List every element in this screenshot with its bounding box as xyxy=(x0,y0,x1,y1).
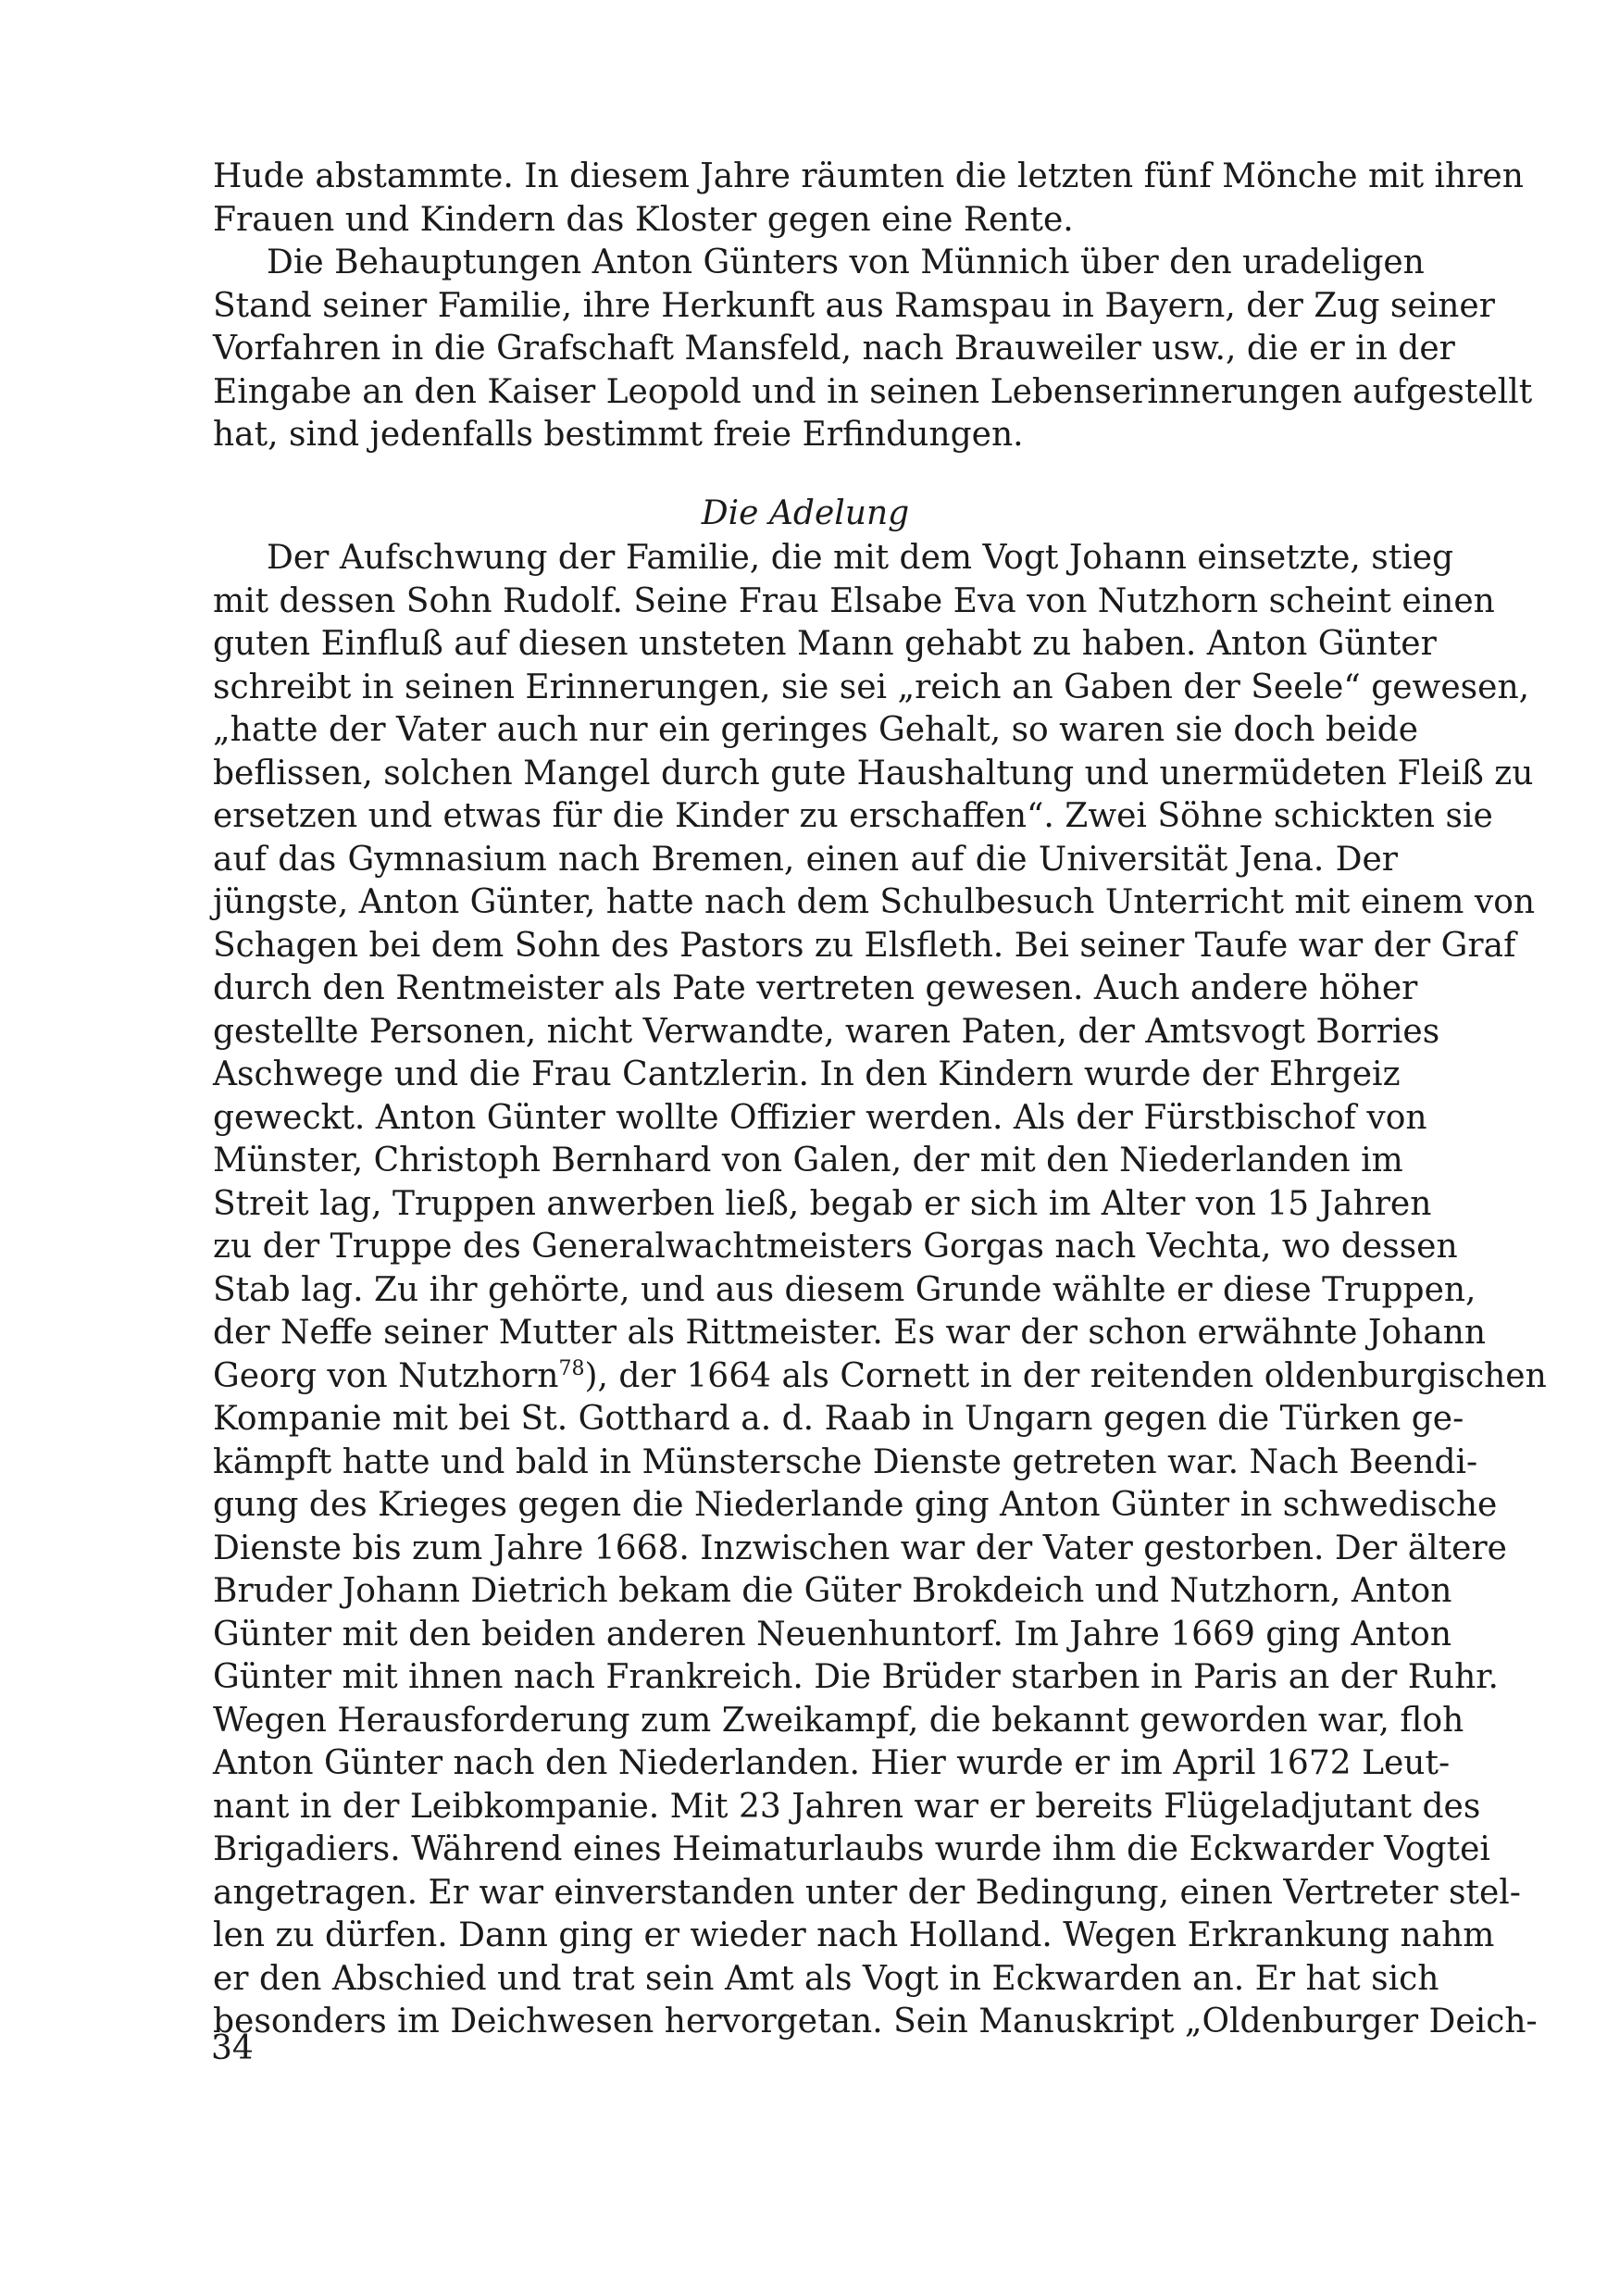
text-line: Hude abstammte. In diesem Jahre räumten die letzten fünf Mönche mit ihren xyxy=(213,157,1524,195)
text-line: Eingabe an den Kaiser Leopold und in seinen Lebenserinnerungen aufgestellt xyxy=(213,372,1533,411)
text-line: ersetzen und etwas für die Kinder zu erschaffen“. Zwei Söhne schickten sie xyxy=(213,797,1493,835)
text-line: Der Aufschwung der Familie, die mit dem Vogt Johann einsetzte, stieg xyxy=(267,539,1454,577)
text-line: gung des Krieges gegen die Niederlande ging Anton Günter in schwedische xyxy=(213,1486,1498,1524)
text-line: jüngste, Anton Günter, hatte nach dem Schulbesuch Unterricht mit einem von xyxy=(213,883,1536,921)
text-line: gestellte Personen, nicht Verwandte, waren Paten, der Amtsvogt Borries xyxy=(213,1012,1440,1051)
text-line: Münster, Christoph Bernhard von Galen, der mit den Niederlanden im xyxy=(213,1142,1403,1179)
paragraph-block-main xyxy=(213,537,1547,2044)
text-line: Kompanie mit bei St. Gotthard a. d. Raab in Ungarn gegen die Türken ge- xyxy=(213,1400,1464,1438)
text-line: er den Abschied und trat sein Amt als Vogt in Eckwarden an. Er hat sich xyxy=(213,1959,1439,1998)
footnote-reference[interactable]: 78 xyxy=(558,1356,585,1380)
text-line: Günter mit ihnen nach Frankreich. Die Brüder starben in Paris an der Ruhr. xyxy=(213,1658,1499,1696)
text-line: „hatte der Vater auch nur ein geringes Gehalt, so waren sie doch beide xyxy=(213,711,1419,749)
section-heading: Die Adelung xyxy=(701,494,910,532)
text-line: Anton Günter nach den Niederlanden. Hier wurde er im April 1672 Leut- xyxy=(213,1744,1451,1782)
text-line: zu der Truppe des Generalwachtmeisters Gorgas nach Vechta, wo dessen xyxy=(213,1228,1458,1266)
text-line: Streit lag, Truppen anwerben ließ, begab er sich im Alter von 15 Jahren xyxy=(213,1184,1432,1223)
text-line-with-footnote xyxy=(213,1355,1547,1399)
text-line: nant in der Leibkompanie. Mit 23 Jahren war er bereits Flügeladjutant des xyxy=(213,1787,1481,1826)
text-line: durch den Rentmeister als Pate vertreten gewesen. Auch andere höher xyxy=(213,969,1418,1007)
paragraph-block-top xyxy=(213,156,1533,457)
text-line: angetragen. Er war einverstanden unter der Bedingung, einen Vertreter stel- xyxy=(213,1873,1521,1912)
text-line: hat, sind jedenfalls bestimmt freie Erfindungen. xyxy=(213,416,1024,454)
text-line: Aschwege und die Frau Cantzlerin. In den Kindern wurde der Ehrgeiz xyxy=(213,1055,1401,1093)
text-line: kämpft hatte und bald in Münstersche Dienste getreten war. Nach Beendi- xyxy=(213,1442,1478,1481)
text-line: Stand seiner Familie, ihre Herkunft aus Ramspau in Bayern, der Zug seiner xyxy=(213,286,1495,325)
text-fragment: Georg von Nutzhorn xyxy=(213,1356,559,1395)
text-line: mit dessen Sohn Rudolf. Seine Frau Elsabe Eva von Nutzhorn scheint einen xyxy=(213,581,1495,620)
text-line: len zu dürfen. Dann ging er wieder nach Holland. Wegen Erkrankung nahm xyxy=(213,1916,1495,1954)
text-line: besonders im Deichwesen hervorgetan. Sein Manuskript „Oldenburger Deich- xyxy=(213,2003,1538,2040)
text-line: Frauen und Kindern das Kloster gegen eine Rente. xyxy=(213,200,1074,239)
text-line: guten Einfluß auf diesen unsteten Mann gehabt zu haben. Anton Günter xyxy=(213,625,1437,663)
text-line: geweckt. Anton Günter wollte Offizier werden. Als der Fürstbischof von xyxy=(213,1098,1427,1137)
text-line: Schagen bei dem Sohn des Pastors zu Elsfleth. Bei seiner Taufe war der Graf xyxy=(213,926,1516,965)
text-line: beflissen, solchen Mangel durch gute Haushaltung und unermüdeten Fleiß zu xyxy=(213,754,1534,792)
text-line: Günter mit den beiden anderen Neuenhuntorf. Im Jahre 1669 ging Anton xyxy=(213,1615,1452,1653)
text-line: Bruder Johann Dietrich bekam die Güter Brokdeich und Nutzhorn, Anton xyxy=(213,1572,1452,1610)
text-line: Vorfahren in die Grafschaft Mansfeld, nach Brauweiler usw., die er in der xyxy=(213,330,1455,368)
text-fragment: ), der 1664 als Cornett in der reitenden oldenburgischen xyxy=(584,1356,1547,1395)
text-line: Dienste bis zum Jahre 1668. Inzwischen war der Vater gestorben. Der ältere xyxy=(213,1529,1507,1567)
text-line: Die Behauptungen Anton Günters von Münnich über den uradeligen xyxy=(267,243,1425,281)
text-line: Stab lag. Zu ihr gehörte, und aus diesem Grunde wählte er diese Truppen, xyxy=(213,1270,1476,1309)
text-line: schreibt in seinen Erinnerungen, sie sei „reich an Gaben der Seele“ gewesen, xyxy=(213,668,1530,706)
text-line: Wegen Herausforderung zum Zweikampf, die bekannt geworden war, floh xyxy=(213,1701,1464,1740)
page-number: 34 xyxy=(211,2029,254,2067)
text-line: Brigadiers. Während eines Heimaturlaubs wurde ihm die Eckwarder Vogtei xyxy=(213,1830,1490,1868)
text-line: auf das Gymnasium nach Bremen, einen auf die Universität Jena. Der xyxy=(213,840,1398,879)
text-line: der Neffe seiner Mutter als Rittmeister. Es war der schon erwähnte Johann xyxy=(213,1314,1487,1352)
